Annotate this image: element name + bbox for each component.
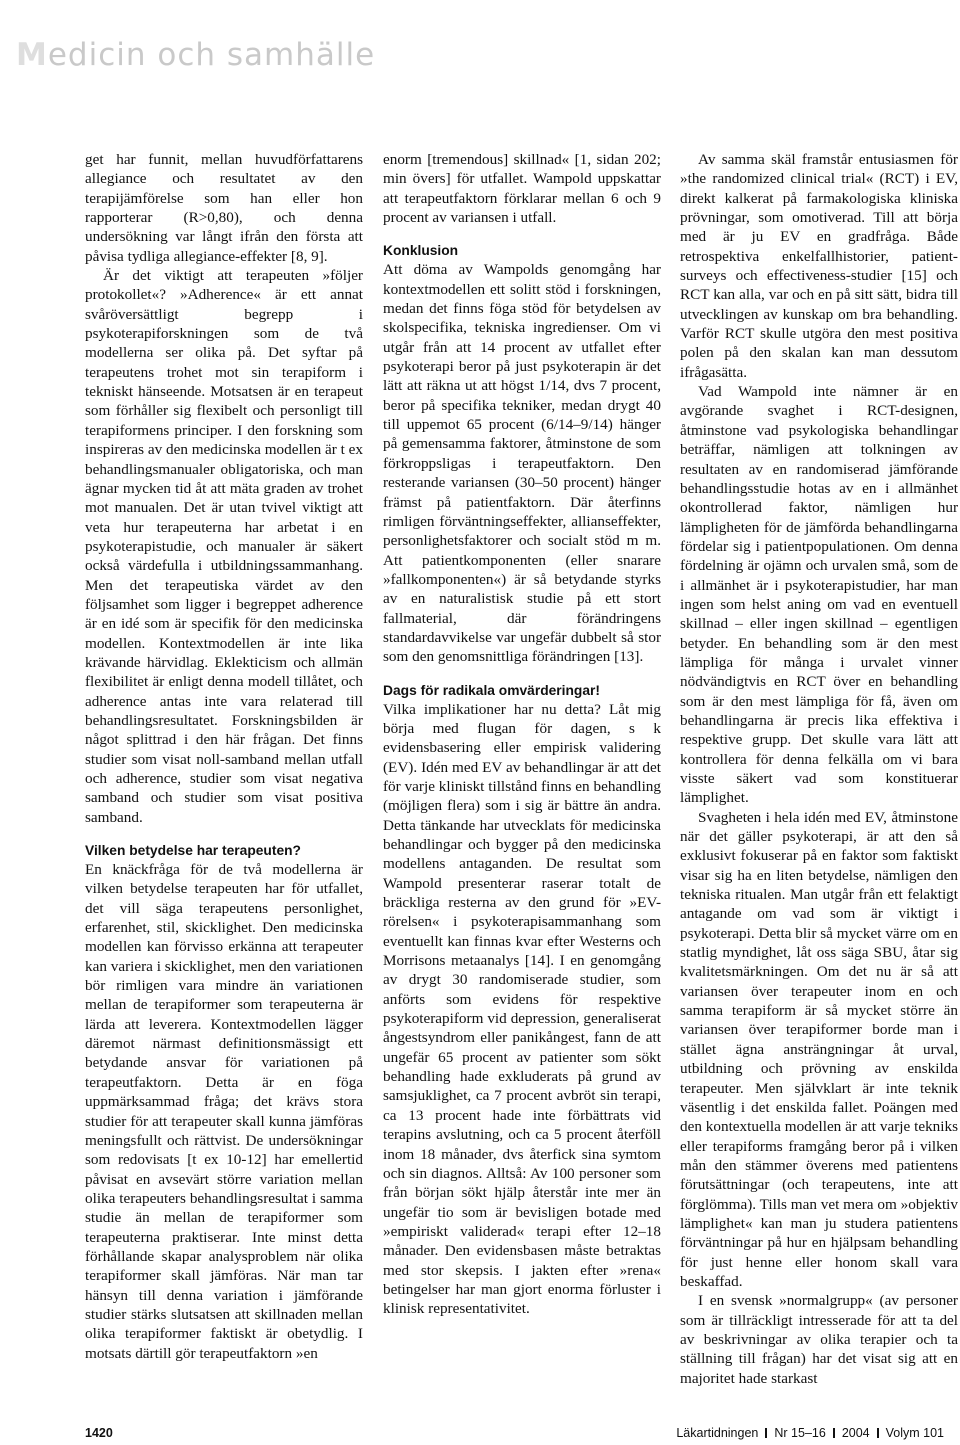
section-title-rest: edicin och samhälle <box>47 37 376 73</box>
paragraph: Av samma skäl framstår entusiasmen för »the randomized clinical trial« (RCT) i EV, direkt kalkerat på farmakologiska kliniska prövningar, som omotiverad. Till att börja med är ju EV en gradfråga. Både retrospektiva enkelfallhistorier, patient-surveys och effectiveness-studier [15] och RCT kan alla, var och en på sitt sätt, bidra till utvecklingen av kunskap om bra behandling. Varför RCT skulle utgöra den mest positiva polen på den skalan kan man dessutom ifrågasätta. <box>680 151 958 381</box>
year: 2004 <box>841 1426 870 1440</box>
volume: Volym 101 <box>885 1426 944 1440</box>
paragraph: Svagheten i hela idén med EV, åtminstone när det gäller psykoterapi, är att den så exklusivt fokuserar på en faktor som faktiskt visar sig ha en liten betydelse, nämligen den tekniska ritualen. Man utgår från ett felaktigt antagande om vad som är viktigt i psykoterapi. Detta blir så mycket värre om en statlig myndighet, låt oss säga SBU, åtar sig kvalitetsmärkningen. Om det nu är så att variansen över terapeuter inom en och samma terapiform är så mycket större än variansen över terapiformer borde man i stället ägna ansträngningar åt urval, utbildning och prövning av enskilda terapeuter. Men självklart är inte teknik väsentlig i det enskilda fallet. Poängen med den kontextuella modellen är att varje tekniks eller terapiforms framgång beror på i vilken mån den stämmer överens med patientens förutsättningar (och terapeutens, inte att förglömma). Tills man vet mera om »objektiv lämplighet« kan man ju studera patientens förväntningar på hur en hjälpsam behandling för just henne eller honom skall vara beskaffad. <box>680 808 958 1290</box>
paragraph: Vad Wampold inte nämner är en avgörande svaghet i RCT-designen, åtminstone vad psykologiska behandlingar beträffar, nämligen att tolkningen av resultaten av en randomiserad jämförande behandlingsstudie hotas av en i allmänhet okontrollerad faktor, nämligen hur lämpligheten för de jämförda behandlingarna fördelar sig i patientpopulationen. Om denna fördelning är ojämn och urvalen små, som de i allmänhet är i psykoterapistudier, har man ingen som helst aning om vad en eventuell skillnad – eller ingen skillnad – egentligen betyder. En behandling som är den mest lämpliga för många i urvalet vinner nödvändigtvis en RCT över en behandling som är den mest lämpliga för få, även om behandlingarna är precis lika effektiva i respektive grupp. Det skulle vara lätt att kontrollera för denna felkälla om vi bara visste säkert vad som konstituerar lämplighet. <box>680 383 958 807</box>
paragraph: I en svensk »normalgrupp« (av personer som är tillräckligt intresserade för att ta del av beskrivningar av olika terapier och ta ställning till frågan) har det visat sig att en majoritet hade starkast <box>680 1292 958 1387</box>
separator-bar <box>877 1428 879 1438</box>
subheading: Konklusion <box>383 243 459 259</box>
paragraph: Vilka implikationer har nu detta? Låt mig börja med flugan för dagen, s k evidensbasering eller empirisk validering (EV). Idén med EV av behandlingar är att det för varje kliniskt tillstånd finns en behandling (möjligen flera) som i sig är bättre än andra. Detta tänkande har utvecklats för medicinska behandlingar och bygger på den medicinska modellens antaganden. De resultat som Wampold presenterar raserar totalt de bräckliga resterna av den grund för »EV-rörelsen« i psykoterapisammanhang som eventuellt kan finnas kvar efter Westerns och Morrisons metaanalys [14]. I en genomgång av drygt 30 randomiserade studier, som anförts som evidens för respektive psykoterapiform vid depression, generaliserat ångestsyndrom eller panikångest, fann de att ungefär 65 procent av patienter som sökt behandling hade exkluderats på grund av samsjuklighet, ca 7 procent avbröt sin terapi, ca 13 procent hade inte förbättrats vid terapins avslutning, och ca 5 procent återföll inom 18 månader, dvs återfick sina symtom och sin diagnos. Alltså: Av 100 personer som från början sökt hjälp återstår inte mer än ungefär tio som är bevisligen botade med »empiriskt validerad« terapi efter 12–18 månader. Den evidensbasen måste betraktas med stor skepsis. I jakten efter »rena« betingelser har man gjort enorma förluster i klinisk representativitet. <box>383 700 661 1318</box>
paragraph: En knäckfråga för de två modellerna är vilken betydelse terapeuten har för utfallet, det vill säga terapeutens personlighet, erfarenhet, stil, skicklighet. Den medicinska modellen kan förvisso erkänna att terapeuter kan variera i skicklighet, men den variationen bör rimligen vara mindre än variationen mellan de terapiformer som terapeuterna är lärda att leverera. Kontextmodellen lägger däremot närmast definitionsmässigt ett betydande ansvar för variationen på terapeutfaktorn. Detta är en föga uppmärksammad fråga; det krävs stora studier för att terapeuter skall kunna jämföras meningsfullt och rättvist. De undersökningar som redovisats [t ex 10-12] har emellertid påvisat en avsevärt större variation mellan olika terapeuters behandlingsresultat i samma studie än mellan de terapiformer som terapeuterna praktiserar. Inte minst detta förhållande skapar analysproblem när olika terapiformer skall jämföras. När man tar hänsyn till denna variation i jämförande studier stärks slutsatsen att skillnaden mellan olika terapiformer faktiskt är obetydlig. I motsats därtill gör terapeutfaktorn »en <box>85 861 363 1362</box>
page-number: 1420 <box>85 1426 113 1440</box>
paragraph: enorm [tremendous] skillnad« [1, sidan 202; min övers] för utfallet. Wampold uppskattar att terapeutfaktorn förklarar mellan 6 och 9 procent av variansen i utfall. <box>383 151 661 227</box>
article-column-2 <box>383 150 661 1319</box>
subheading: Vilken betydelse har terapeuten? <box>85 843 301 859</box>
separator-bar <box>833 1428 835 1438</box>
journal-name: Läkartidningen <box>676 1426 759 1440</box>
paragraph: Är det viktigt att terapeuten »följer protokollet«? »Adherence« är ett annat svåröversättligt begrepp i psykoterapiforskningen som de två modellerna ser olika på. Det syftar på terapeutens trohet mot sin terapiform i tekniskt hänseende. Motsatsen är en terapeut som förhåller sig flexibelt och personligt till terapiformens principer. I den forskning som inspireras av den medicinska modellen är t ex behandlingsmanualer obligatoriska, och man ägnar mycken tid åt att mäta graden av trohet mot manualen. Det är utan tvivel viktigt att veta hur terapeuterna har arbetat i en psykoterapistudie, och manualer är säkert också värdefulla i utbildningssammanhang. Men det terapeutiska värdet av den följsamhet som ligger i begreppet adherence är en idé som är specifik för den medicinska modellen. Kontextmodellen är inte lika krävande härvidlag. Eklekticism och allmän flexibilitet är enligt denna modell tillåtet, och adherence antas inte vara relaterad till behandlingsresultatet. Forskningsbilden är något splittrad i den här frågan. Det finns studier som visat noll-samband mellan utfall och adherence, studier som visat negativa samband och studier som visat positiva samband. <box>85 267 363 826</box>
journal-info <box>676 1426 944 1440</box>
issue-number: Nr 15–16 <box>774 1426 826 1440</box>
article-column-3 <box>680 150 958 1388</box>
page-footer <box>85 1426 944 1444</box>
subheading: Dags för radikala omvärderingar! <box>383 682 600 698</box>
paragraph: Att döma av Wampolds genomgång har kontextmodellen ett solitt stöd i forskningen, medan det finns föga stöd för betydelsen av skolspecifika, tekniska ingredienser. Om vi utgår från att 14 procent av utfallet efter psykoterapi beror på just psykoterapin är det lätt att räkna ut att högst 1/14, dvs 7 procent, beror på specifika tekniker, medan drygt 40 till uppemot 65 procent (6/14–9/14) hänger på gemensamma faktorer, åtminstone de som förkroppsligas i terapeutfaktorn. Den resterande variansen (30–50 procent) hänger främst på patientfaktorn. Där återfinns rimligen förväntningseffekter, allianseffekter, personlighetsfaktorer och socialt stöd m m. Att patientkomponenten (eller snarare »fallkomponenten«) är så betydande styrks av en naturalistisk studie på ett stort fallmaterial, där förändringens standardavvikelse var ungefär dubbelt så stor som den genomsnittliga förändringen [13]. <box>383 261 661 666</box>
section-title <box>16 37 376 73</box>
paragraph: get har funnit, mellan huvudförfattarens allegiance och resultatet av den terapijämförelse som han eller hon rapporterar (R>0,80), och denna undersökning var långt ifrån den första att påvisa tydliga allegiance-effekter [8, 9]. <box>85 151 363 265</box>
article-column-1 <box>85 150 363 1363</box>
section-title-initial: M <box>16 37 48 73</box>
separator-bar <box>765 1428 767 1438</box>
